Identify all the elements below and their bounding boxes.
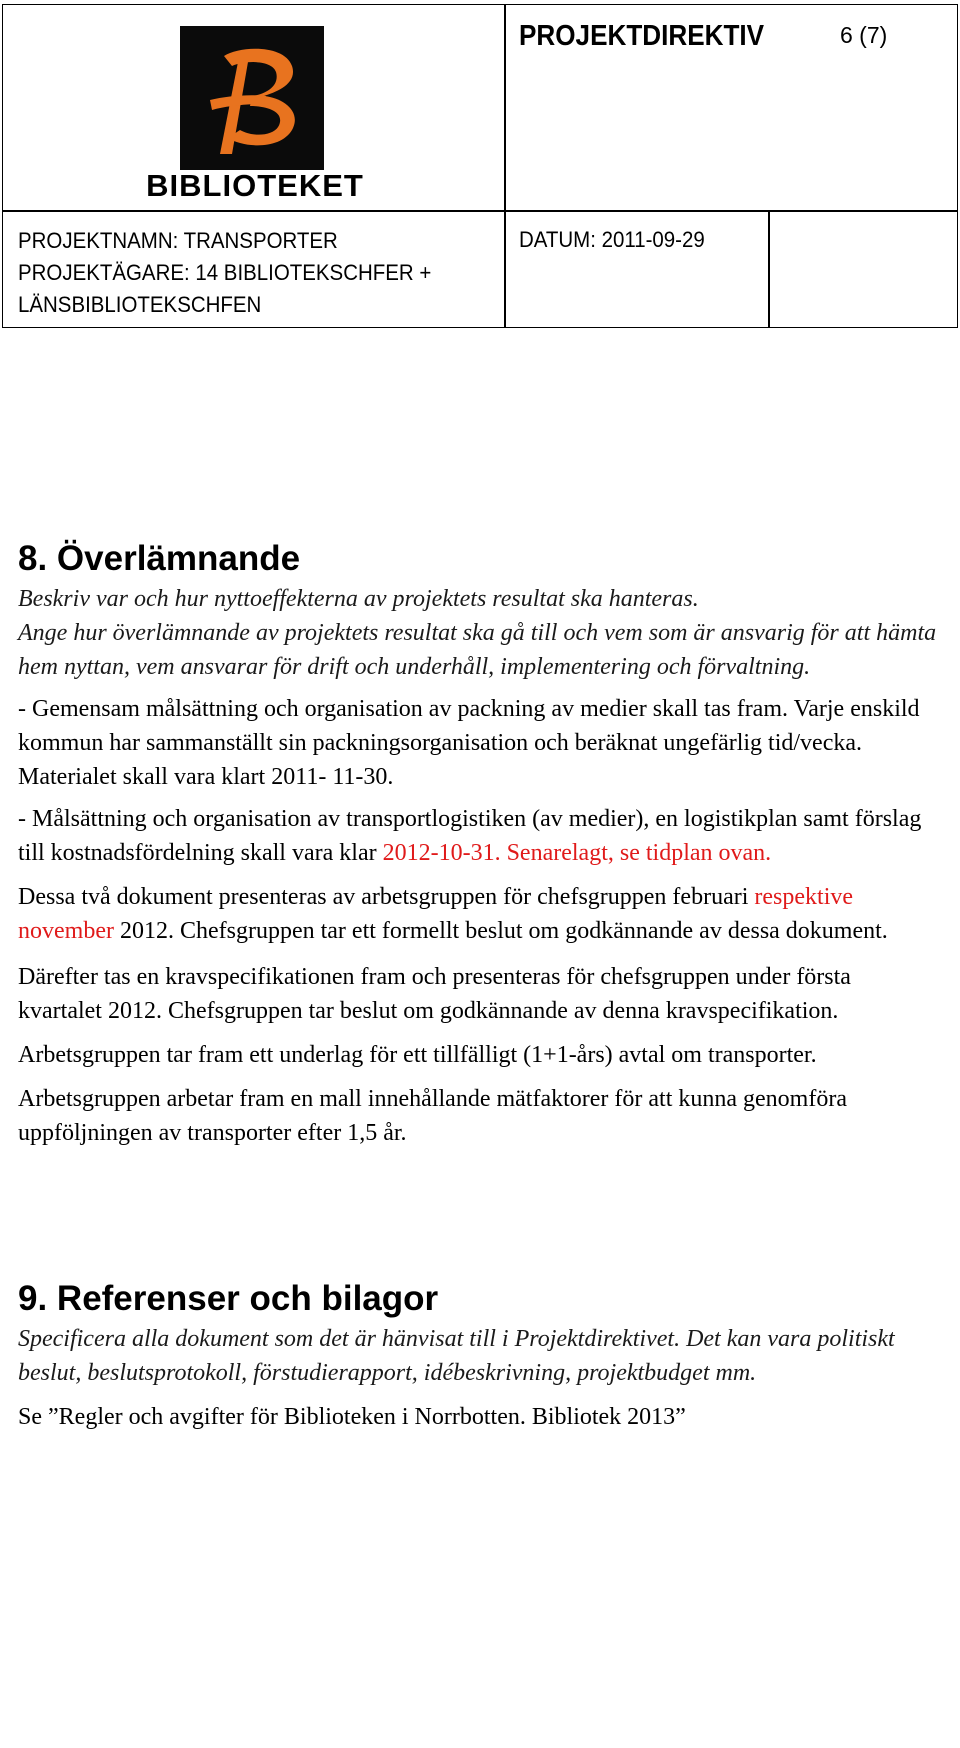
empty-cell: [768, 210, 958, 328]
section-8-intro-1: Beskriv var och hur nyttoeffekterna av projektets resultat ska hanteras.: [18, 586, 699, 612]
section-9-intro: Specificera alla dokument som det är hänvisat till i Projektdirektivet. Det kan vara politiskt beslut, beslutsprotokoll, förstudierapport, idébeskrivning, projektbudget mm.: [18, 1326, 895, 1386]
deadline-red-text: 2012-10-31. Senarelagt, se tidplan ovan.: [382, 840, 772, 866]
section-8-paragraph-5: Arbetsgruppen tar fram ett underlag för ett tillfälligt (1+1-års) avtal om transporter.: [18, 1042, 817, 1068]
project-name: PROJEKTNAMN: TRANSPORTER: [18, 228, 338, 253]
section-9-paragraph-1: Se ”Regler och avgifter för Biblioteken i Norrbotten. Bibliotek 2013”: [18, 1404, 686, 1430]
project-info: [18, 225, 431, 321]
page-number: 6 (7): [840, 22, 888, 48]
section-8-paragraph-4: Därefter tas en kravspecifikationen fram och presenteras för chefsgruppen under första kvartalet 2012. Chefsgruppen tar beslut om godkännande av denna kravspecifikation.: [18, 964, 851, 1024]
section-8-paragraph-3: Dessa två dokument presenteras av arbetsgruppen för chefsgruppen februari respektive november 2012. Chefsgruppen tar ett formellt beslut om godkännande av dessa dokument.: [18, 884, 888, 944]
document-date: DATUM: 2011-09-29: [519, 227, 705, 252]
project-owner-cont: LÄNSBIBLIOTEKSCHFEN: [18, 292, 262, 317]
project-owner: PROJEKTÄGARE: 14 BIBLIOTEKSCHFER +: [18, 260, 432, 285]
section-8-paragraph-2: - Målsättning och organisation av transportlogistiken (av medier), en logistikplan samt förslag till kostnadsfördelning skall vara klar 2012-10-31. Senarelagt, se tidplan ovan.: [18, 806, 922, 866]
document-title: PROJEKTDIREKTIV: [519, 20, 765, 52]
section-9-heading: 9. Referenser och bilagor: [18, 1279, 439, 1318]
document-body: [18, 536, 938, 1434]
section-8-paragraph-1: - Gemensam målsättning och organisation av packning av medier skall tas fram. Varje enskild kommun har sammanställt sin packningsorganisation och beräknat ungefärlig tid/vecka. Materialet skall vara klart 2011- 11-30.: [18, 696, 920, 790]
month-red-text: respektive november: [18, 884, 854, 944]
library-logo-icon: [180, 26, 324, 170]
section-8-paragraph-6: Arbetsgruppen arbetar fram en mall innehållande mätfaktorer för att kunna genomföra uppföljningen av transporter efter 1,5 år.: [18, 1086, 847, 1146]
section-8-intro-2: Ange hur överlämnande av projektets resultat ska gå till och vem som är ansvarig för att hämta hem nyttan, vem ansvarar för drift och underhåll, implementering och förvaltning.: [18, 620, 937, 680]
logo-text: BIBLIOTEKET: [146, 168, 364, 203]
section-8-heading: 8. Överlämnande: [18, 539, 301, 578]
